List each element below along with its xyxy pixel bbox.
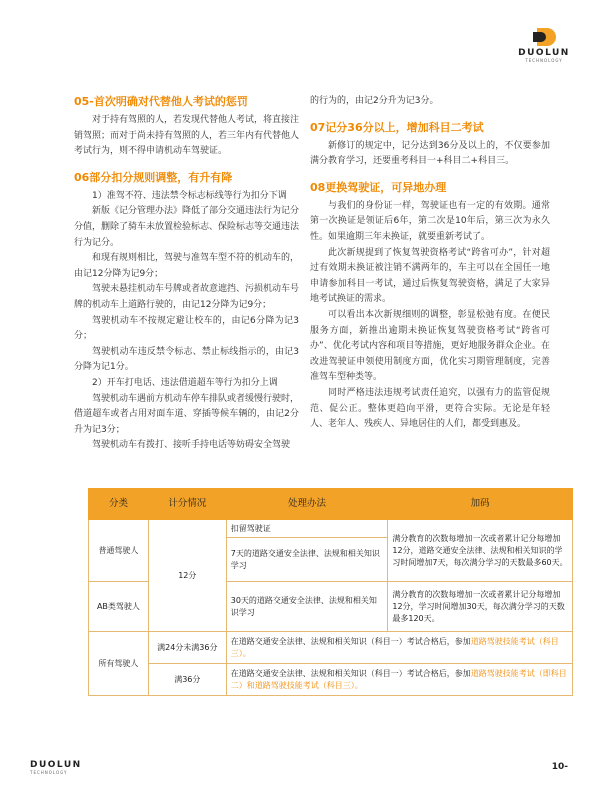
footer-brand-name: DUOLUN xyxy=(30,760,82,770)
extra-36-highlight: 道路驾驶技能考试（即科目二）和道路驾驶技能考试（科目三）。 xyxy=(230,668,567,690)
section-06-paragraph: 新版《记分管理办法》降低了部分交通违法行为记分分值，删除了骑车未放置检验标志、保险标志等交通违法行为记分。 xyxy=(74,206,300,248)
page-number: 10- xyxy=(551,762,568,772)
penalty-rules-table xyxy=(88,488,573,696)
section-06-paragraph: 驾驶机动车不按规定避让校车的，由记6分降为记3分； xyxy=(74,315,299,342)
brand-tagline: TECHNOLOGY xyxy=(525,58,563,63)
brand-logo-top xyxy=(512,26,576,66)
extra-36 xyxy=(226,664,572,696)
extra-24-36 xyxy=(226,632,572,664)
section-06-paragraph: 驾驶未悬挂机动车号牌或者故意遮挡、污损机动车号牌的机动车上道路行驶的，由记12分降为记9分； xyxy=(74,284,300,310)
section-06-paragraph: 驾驶机动车遇前方机动车停车排队或者缓慢行驶时，借道超车或者占用对面车道、穿插等候车辆的，由记2分升为记3分； xyxy=(74,393,300,435)
category-ab: AB类驾驶人 xyxy=(89,582,149,632)
score-24-36: 满24分未满36分 xyxy=(148,632,226,664)
treatment-30days: 30天的道路交通安全法律、法规和相关知识学习 xyxy=(226,582,388,632)
section-08-title: 08更换驾驶证，可异地办理 xyxy=(310,180,447,194)
section-05-paragraph: 对于持有驾照的人，若发现代替他人考试，将直接注销驾照；而对于尚未持有驾照的人，若三年内有代替他人考试行为，则不得申请机动车驾驶证。 xyxy=(74,115,300,157)
treatment-revoke: 扣留驾驶证 xyxy=(226,520,388,538)
header-extra: 加码 xyxy=(388,489,573,520)
section-08-paragraph: 同时严格违法违规考试责任追究，以强有力的监管促规范、促公正。整体更趋向平滑，更符合实际。无论是年轻人、老年人、残疾人、异地居住的人们，都受到惠及。 xyxy=(310,387,550,430)
header-score: 计分情况 xyxy=(148,489,226,520)
footer-brand-tagline: TECHNOLOGY xyxy=(30,770,68,775)
extra-ab: 满分教育的次数每增加一次或者累计记分每增加12分，学习时间增加30天，每次满分学习的天数最多120天。 xyxy=(388,582,573,632)
duolun-logo-icon xyxy=(531,26,557,48)
section-06-subhead-1: 1）准驾不符、违法禁令标志标线等行为扣分下调 xyxy=(92,190,287,201)
score-36: 满36分 xyxy=(148,664,226,696)
section-06-paragraph: 和现有规则相比，驾驶与准驾车型不符的机动车的，由记12分降为记9分； xyxy=(74,253,300,279)
section-07-paragraph: 新修订的规定中，记分达到36分及以上的，不仅要参加满分教育学习，还要重考科目一+科目二+科目三。 xyxy=(310,140,550,167)
table-row xyxy=(89,632,573,664)
category-ordinary: 普通驾驶人 xyxy=(89,520,149,582)
brand-name: DUOLUN xyxy=(518,48,570,58)
section-06-subhead-2: 2）开车打电话、违法借道超车等行为扣分上调 xyxy=(92,377,278,388)
section-07-title: 07记分36分以上，增加科目二考试 xyxy=(310,120,484,134)
section-05-title: 05-首次明确对代替他人考试的惩罚 xyxy=(74,95,248,108)
header-category: 分类 xyxy=(89,489,149,520)
section-06-paragraph: 驾驶机动车有拨打、接听手持电话等妨碍安全驾驶 xyxy=(92,440,291,451)
table-row xyxy=(89,520,573,538)
continued-paragraph: 的行为的，由记2分升为记3分。 xyxy=(310,96,439,106)
extra-24-36-text: 在道路交通安全法律、法规和相关知识（科目一）考试合格后，参加 xyxy=(230,636,471,646)
section-08-paragraph: 可以看出本次新规细则的调整，彰显松弛有度。在便民服务方面，新推出逾期未换证恢复驾驶资格考试“跨省可办”、优化考试内容和项目等措施，更好地服务群众企业。在改进驾驶证申领使用制度方面，优化实习期管理制度，完善准驾车型种类等。 xyxy=(310,309,550,383)
section-06-paragraph: 驾驶机动车违反禁令标志、禁止标线指示的，由记3分降为记1分。 xyxy=(74,346,299,373)
category-all: 所有驾驶人 xyxy=(89,632,149,696)
header-treatment: 处理办法 xyxy=(226,489,388,520)
left-column xyxy=(74,94,299,454)
table-header-row xyxy=(89,489,573,520)
section-08-paragraph: 此次新规提到了恢复驾驶资格考试“跨省可办”，针对超过有效期未换证被注销不满两年的，车主可以在全国任一地申请参加科目一考试，通过后恢复驾驶资格，满足了大家异地考试换证的需求。 xyxy=(310,247,550,305)
table-row xyxy=(89,664,573,696)
treatment-7days: 7天的道路交通安全法律、法规和相关知识学习 xyxy=(226,538,388,582)
extra-36-text: 在道路交通安全法律、法规和相关知识（科目一）考试合格后，参加 xyxy=(230,668,471,678)
section-06-title: 06部分扣分规则调整，有升有降 xyxy=(74,170,233,184)
brand-logo-footer xyxy=(30,760,82,775)
right-column xyxy=(310,94,550,433)
score-12: 12分 xyxy=(148,520,226,632)
extra-ordinary: 满分教育的次数每增加一次或者累计记分每增加12分，道路交通安全法律、法规和相关知识的学习时间增加7天，每次满分学习的天数最多60天。 xyxy=(388,520,573,582)
section-08-paragraph: 与我们的身份证一样，驾驶证也有一定的有效期。通常第一次换证是领证后6年，第二次是10年后，第三次为永久性。如果逾期三年未换证，就要重新考试了。 xyxy=(310,200,550,242)
extra-24-36-highlight: 道路驾驶技能考试（科目三）。 xyxy=(230,636,559,658)
